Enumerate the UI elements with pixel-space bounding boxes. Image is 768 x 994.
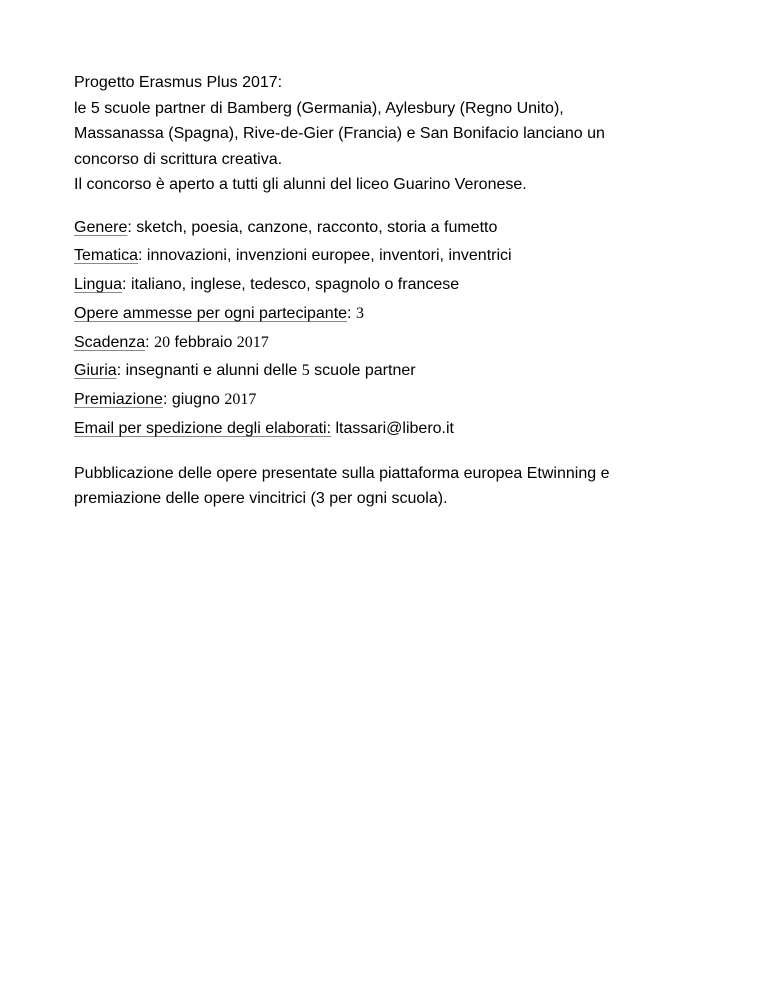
detail-separator: : <box>145 333 155 351</box>
document-page <box>74 70 714 512</box>
detail-separator: : <box>138 247 147 265</box>
detail-giuria-label: Giuria <box>74 362 117 380</box>
detail-genere-label: Genere <box>74 218 128 236</box>
detail-opere-value: 3 <box>355 304 364 322</box>
detail-giuria <box>74 357 714 386</box>
detail-lingua-value: italiano, inglese, tedesco, spagnolo o francese <box>130 276 460 294</box>
intro-line-contest: concorso di scrittura creativa. <box>74 150 283 168</box>
detail-opere-label: Opere ammesse per ogni partecipante <box>74 304 348 322</box>
intro-paragraph <box>74 70 714 198</box>
detail-email-value: ltassari@libero.it <box>335 420 454 438</box>
closing-line-awards: premiazione delle opere vincitrici (3 per ogni scuola). <box>74 490 448 508</box>
intro-line-project: Progetto Erasmus Plus 2017: <box>74 74 283 91</box>
detail-tematica <box>74 242 714 271</box>
detail-genere-value: sketch, poesia, canzone, racconto, storia a fumetto <box>136 218 498 236</box>
detail-scadenza-day: 20 <box>154 333 171 351</box>
detail-lingua <box>74 271 714 300</box>
detail-opere <box>74 300 714 329</box>
closing-paragraph <box>74 461 714 512</box>
detail-giuria-number: 5 <box>301 362 310 380</box>
detail-premiazione <box>74 386 714 415</box>
intro-line-partners: le 5 scuole partner di Bamberg (Germania), Aylesbury (Regno Unito), <box>74 99 564 117</box>
detail-giuria-text-before: insegnanti e alunni delle <box>125 362 298 380</box>
detail-email-label: Email per spedizione degli elaborati <box>74 420 327 438</box>
contest-details <box>74 214 714 444</box>
detail-email <box>74 415 714 444</box>
detail-separator: : <box>122 276 131 294</box>
detail-separator: : <box>347 304 356 322</box>
detail-lingua-label: Lingua <box>74 276 123 294</box>
intro-line-open: Il concorso è aperto a tutti gli alunni del liceo Guarino Veronese. <box>74 176 527 193</box>
detail-premiazione-year: 2017 <box>224 391 257 409</box>
detail-premiazione-label: Premiazione <box>74 391 163 409</box>
closing-line-publication: Pubblicazione delle opere presentate sulla piattaforma europea Etwinning e <box>74 464 610 482</box>
detail-premiazione-month: giugno <box>171 391 220 409</box>
detail-scadenza-month: febbraio <box>174 333 233 351</box>
intro-line-cities: Massanassa (Spagna), Rive-de-Gier (Francia) e San Bonifacio lanciano un <box>74 125 605 142</box>
detail-scadenza <box>74 329 714 358</box>
detail-scadenza-year: 2017 <box>236 333 269 351</box>
detail-tematica-value: innovazioni, invenzioni europee, inventori, inventrici <box>146 247 512 265</box>
detail-separator: : <box>326 420 332 438</box>
detail-genere <box>74 214 714 243</box>
detail-giuria-text-after: scuole partner <box>314 362 416 380</box>
detail-separator: : <box>127 218 137 236</box>
detail-separator: : <box>162 391 172 409</box>
detail-separator: : <box>116 362 126 380</box>
detail-tematica-label: Tematica <box>74 247 139 265</box>
detail-scadenza-label: Scadenza <box>74 333 146 351</box>
